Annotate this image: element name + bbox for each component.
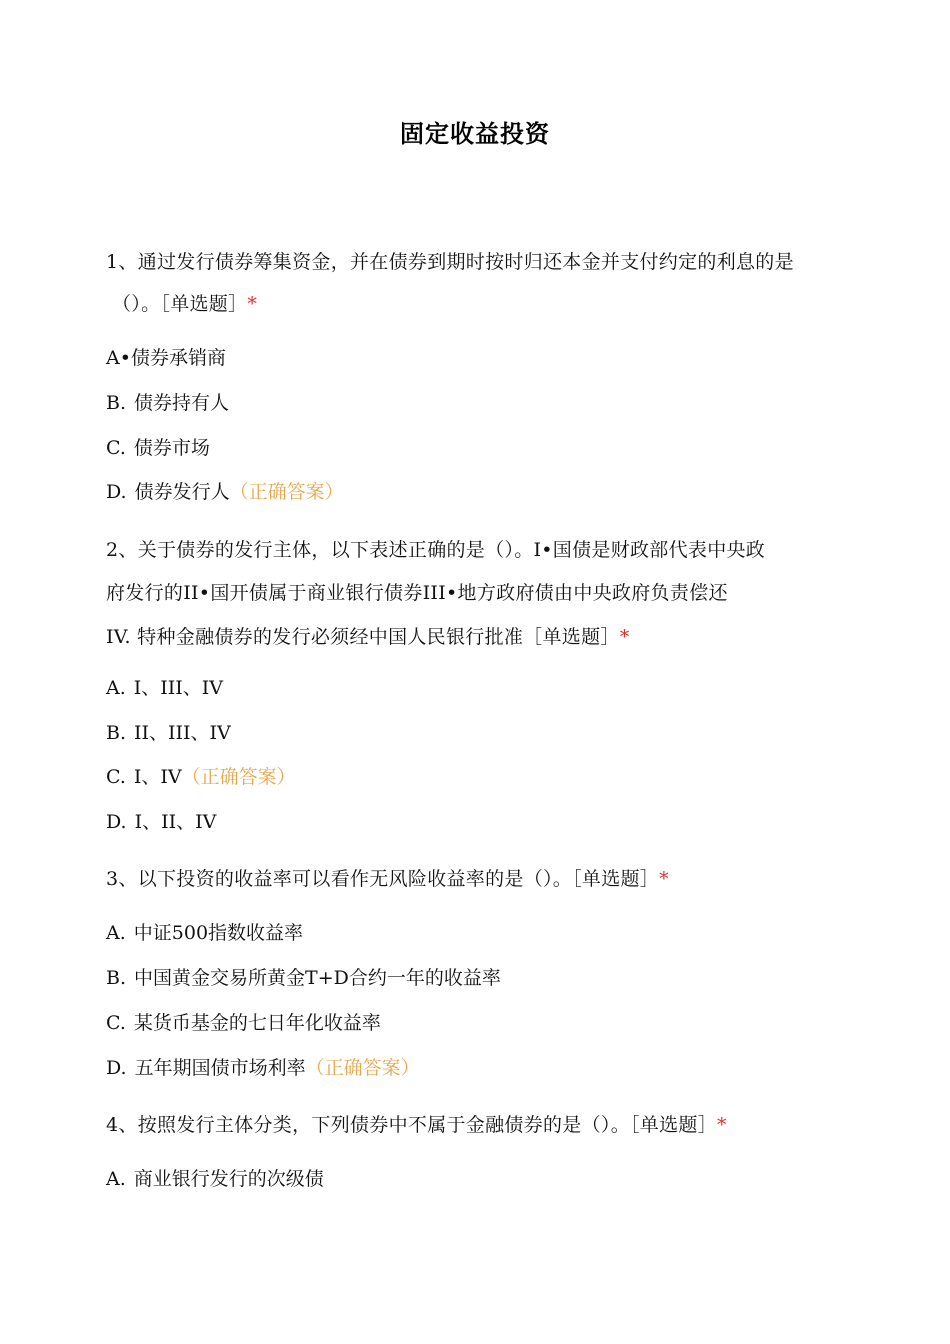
option-letter: A. [106, 1168, 126, 1190]
option-letter: B. [106, 392, 127, 414]
option-text: 债券承销商 [130, 347, 226, 369]
question-1-line-1: 1、通过发行债券筹集资金，并在债券到期时按时归还本金并支付约定的利息的是 [106, 251, 794, 273]
option-1b[interactable] [106, 390, 229, 416]
option-1d[interactable] [106, 479, 344, 505]
option-2d[interactable] [106, 809, 216, 835]
option-text: I、IV [133, 766, 182, 788]
question-2-tail: IV. 特种金融债券的发行必须经中国人民银行批准［单选题］ [106, 626, 620, 648]
question-2-line-1: 2、关于债券的发行主体，以下表述正确的是（）。I•国债是财政部代表中央政 [106, 539, 766, 561]
option-3d[interactable] [106, 1055, 420, 1081]
option-text: I、III、IV [133, 677, 224, 699]
option-letter: D. [106, 481, 127, 503]
option-letter: C. [106, 437, 126, 459]
option-text: 中国黄金交易所黄金T+D合约一年的收益率 [134, 967, 501, 989]
option-letter: B. [106, 722, 127, 744]
page-title: 固定收益投资 [400, 120, 550, 148]
correct-answer-note: （正确答案） [229, 481, 344, 503]
option-1a[interactable] [106, 345, 226, 371]
option-letter: A• [106, 347, 131, 369]
required-mark: * [247, 293, 258, 315]
question-3-text: 3、以下投资的收益率可以看作无风险收益率的是（）。［单选题］ [106, 868, 660, 890]
question-2-line-3 [106, 624, 630, 650]
correct-answer-note: （正确答案） [181, 766, 296, 788]
option-text: 某货币基金的七日年化收益率 [133, 1012, 381, 1034]
option-letter: C. [106, 766, 126, 788]
option-text: 债券发行人 [134, 481, 230, 503]
correct-answer-note: （正确答案） [305, 1057, 420, 1079]
question-4-line-1 [106, 1112, 727, 1138]
option-letter: D. [106, 1057, 127, 1079]
option-4a[interactable] [106, 1166, 324, 1192]
question-2-line-2: 府发行的II•国开债属于商业银行债券III•地方政府债由中央政府负责偿还 [106, 582, 728, 604]
question-1-tail: （）。［单选题］ [112, 293, 248, 315]
option-letter: D. [106, 811, 127, 833]
option-text: 五年期国债市场利率 [134, 1057, 306, 1079]
question-4-text: 4、按照发行主体分类，下列债券中不属于金融债券的是（）。［单选题］ [106, 1114, 717, 1136]
option-letter: B. [106, 967, 127, 989]
option-letter: C. [106, 1012, 126, 1034]
option-2c[interactable] [106, 764, 296, 790]
option-text: 商业银行发行的次级债 [133, 1168, 324, 1190]
option-2a[interactable] [106, 675, 223, 701]
question-1-line-2 [112, 291, 257, 317]
option-3c[interactable] [106, 1010, 381, 1036]
option-text: 债券市场 [133, 437, 210, 459]
option-1c[interactable] [106, 435, 210, 461]
option-text: 债券持有人 [134, 392, 230, 414]
required-mark: * [659, 868, 669, 890]
question-3-line-1 [106, 866, 669, 892]
option-letter: A. [106, 922, 126, 944]
option-text: II、III、IV [134, 722, 231, 744]
option-letter: A. [106, 677, 126, 699]
option-3b[interactable] [106, 965, 501, 991]
required-mark: * [717, 1114, 727, 1136]
option-text: 中证500指数收益率 [133, 922, 304, 944]
option-2b[interactable] [106, 720, 231, 746]
required-mark: * [619, 626, 630, 648]
option-3a[interactable] [106, 920, 303, 946]
option-text: I、II、IV [134, 811, 217, 833]
